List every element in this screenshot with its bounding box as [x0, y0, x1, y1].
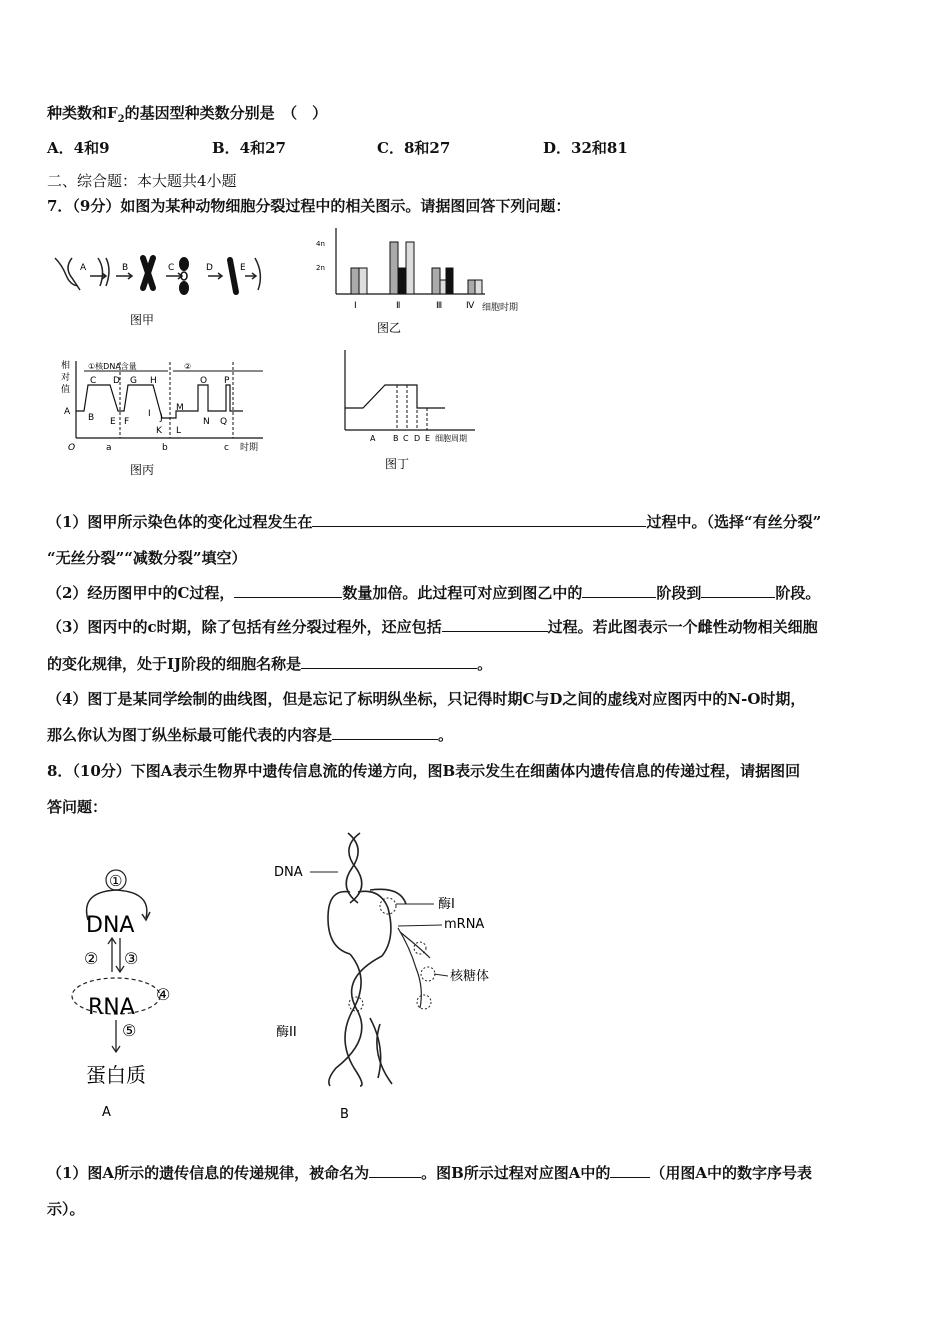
jia-label-e: E — [240, 263, 246, 273]
q7-sub3-line1: （3）图丙中的c时期，除了包括有丝分裂过程外，还应包括 过程。若此图表示一个雌性动物相关细胞 — [47, 618, 818, 636]
bing-xtick-b: b — [162, 443, 168, 453]
bing-pt-q: Q — [220, 417, 228, 427]
circle-4: ④ — [156, 985, 171, 1004]
bar-ii-3 — [406, 242, 414, 294]
bar-iv-2 — [475, 280, 482, 294]
bar-iii-2 — [440, 280, 446, 294]
chromosome-single — [230, 260, 236, 292]
bing-pt-p: P — [224, 376, 230, 386]
bing-ylabel-3: 值 — [61, 385, 71, 395]
circle-2: ② — [84, 949, 99, 968]
bing-legend-2: ② — [184, 362, 192, 371]
figure-ding-caption: 图丁 — [385, 457, 410, 471]
bar-ii-1 — [390, 242, 398, 294]
bing-pt-g: G — [130, 376, 137, 386]
q6-option-b: B．4和27 — [212, 139, 286, 157]
label-ribosome: 核糖体 — [450, 969, 490, 984]
figure-ding — [335, 350, 485, 474]
figure-a — [60, 860, 200, 1120]
figure-a-caption: A — [102, 1105, 111, 1120]
q7-sub3-line2: 的变化规律，处于IJ阶段的细胞名称是 。 — [47, 655, 493, 673]
ding-xtick-a: A — [370, 434, 376, 443]
yi-ytick-2n: 2n — [316, 264, 325, 272]
bing-xlabel: 时期 — [240, 443, 259, 453]
chromosome-x-shape — [143, 258, 153, 288]
bing-pt-o: O — [200, 376, 208, 386]
answer-blank[interactable] — [234, 583, 342, 598]
circle-1: ① — [109, 872, 123, 890]
figure-jia-caption: 图甲 — [130, 313, 155, 327]
figure-bing — [58, 358, 283, 480]
figure-yi — [310, 228, 540, 338]
bing-pt-d: D — [113, 376, 120, 386]
label-rna: RNA — [88, 995, 135, 1020]
yi-xlabel: 细胞时期 — [482, 303, 519, 313]
dna-loop — [328, 889, 406, 956]
bing-ylabel-1: 相 — [61, 361, 71, 371]
answer-blank[interactable] — [301, 654, 477, 669]
jia-label-b: B — [122, 263, 129, 273]
ding-xtick-d: D — [414, 434, 421, 443]
figure-yi-caption: 图乙 — [377, 321, 402, 335]
jia-label-a: A — [80, 263, 87, 273]
bing-pt-n: N — [203, 417, 210, 427]
ding-xtick-c: C — [403, 434, 409, 443]
bar-i-1 — [351, 268, 359, 294]
bar-iv-1 — [468, 280, 475, 294]
circle-3: ③ — [124, 949, 139, 968]
answer-blank[interactable] — [442, 617, 548, 632]
q6-option-a: A．4和9 — [47, 139, 110, 157]
q7-sub4-line2: 那么你认为图丁纵坐标最可能代表的内容是 。 — [47, 726, 454, 744]
circle-5: ⑤ — [122, 1021, 137, 1040]
q7-sub1-line2: “无丝分裂”“减数分裂”填空） — [47, 549, 247, 567]
bar-ii-2 — [398, 268, 406, 294]
q8-stem-line1: 8．（10分）下图A表示生物界中遗传信息流的传递方向，图B表示发生在细菌体内遗传信息的传递过程，请据图回 — [47, 762, 801, 780]
q6-stem: 种类数和$F_2$的基因型种类数分别是 （ ） — [47, 104, 328, 125]
dna-helix-bottom — [329, 954, 392, 1086]
q6-option-d: D．32和81 — [543, 139, 628, 157]
label-dna: DNA — [86, 913, 135, 938]
label-mrna: mRNA — [444, 917, 485, 932]
bing-pt-h: H — [150, 376, 157, 386]
figure-jia — [50, 240, 275, 335]
figure-b — [270, 828, 510, 1128]
yi-cat-iv: Ⅳ — [466, 301, 475, 311]
q8-sub1-line2: 示）。 — [47, 1200, 85, 1218]
answer-blank[interactable] — [701, 583, 775, 598]
label-enzyme2: 酶II — [276, 1025, 297, 1040]
bar-iii-1 — [432, 268, 440, 294]
bar-i-2 — [359, 268, 367, 294]
bing-pt-c: C — [90, 376, 97, 386]
yi-cat-i: Ⅰ — [354, 301, 357, 311]
bing-pt-l: L — [176, 426, 182, 436]
q8-stem-line2: 答问题： — [47, 798, 108, 816]
q8-sub1-line1: （1）图A所示的遗传信息的传递规律，被命名为 。图B所示过程对应图A中的 （用图A中的数字序号表 — [47, 1164, 813, 1182]
jia-label-c: C — [168, 263, 175, 273]
bing-pt-e: E — [110, 417, 116, 427]
answer-blank[interactable] — [582, 583, 656, 598]
bing-pt-m: M — [176, 403, 184, 413]
bing-xtick-c: c — [224, 443, 229, 453]
answer-blank[interactable] — [610, 1163, 650, 1178]
bing-pt-b: B — [88, 413, 95, 423]
label-dna-b: DNA — [274, 865, 303, 880]
yi-ytick-4n: 4n — [316, 240, 325, 248]
ding-xtick-e: E — [425, 434, 431, 443]
bing-ylabel-2: 对 — [61, 373, 71, 383]
bar-iii-3 — [446, 268, 453, 294]
bing-pt-f: F — [124, 417, 130, 427]
q6-option-c: C．8和27 — [377, 139, 451, 157]
chromosome-separating — [179, 257, 189, 295]
yi-cat-ii: Ⅱ — [396, 301, 401, 311]
answer-blank[interactable] — [312, 512, 646, 527]
figure-b-caption: B — [340, 1107, 349, 1122]
bing-pt-k: K — [156, 426, 162, 436]
jia-label-d: D — [206, 263, 213, 273]
answer-blank[interactable] — [332, 725, 438, 740]
ribosomes — [414, 942, 435, 1009]
q7-sub4-line1: （4）图丁是某同学绘制的曲线图，但是忘记了标明纵坐标，只记得时期C与D之间的虚线对应图丙中的N-O时期， — [47, 690, 806, 708]
bing-pt-a: A — [64, 407, 71, 417]
bing-pt-i: I — [148, 409, 151, 419]
bing-pt-j: J — [160, 413, 163, 423]
q7-sub1-line1: （1）图甲所示染色体的变化过程发生在 过程中。（选择“有丝分裂” — [47, 513, 822, 531]
label-protein: 蛋白质 — [86, 1063, 146, 1087]
figure-bing-caption: 图丙 — [130, 463, 155, 477]
ding-xtick-b: B — [393, 434, 399, 443]
bing-legend-1: ①核DNA含量 — [88, 362, 137, 371]
q7-stem: 7．（9分）如图为某种动物细胞分裂过程中的相关图示。请据图回答下列问题： — [47, 197, 571, 215]
answer-blank[interactable] — [369, 1163, 421, 1178]
yi-cat-iii: Ⅲ — [436, 301, 443, 311]
bing-xtick-a: a — [106, 443, 112, 453]
q7-sub2: （2）经历图甲中的C过程， 数量加倍。此过程可对应到图乙中的 阶段到 阶段。 — [47, 584, 821, 602]
section-title: 二、综合题：本大题共4小题 — [47, 172, 237, 190]
bing-xtick-o: O — [68, 443, 76, 453]
label-enzyme1: 酶I — [438, 897, 455, 912]
ding-xlabel: 细胞周期 — [435, 434, 467, 443]
